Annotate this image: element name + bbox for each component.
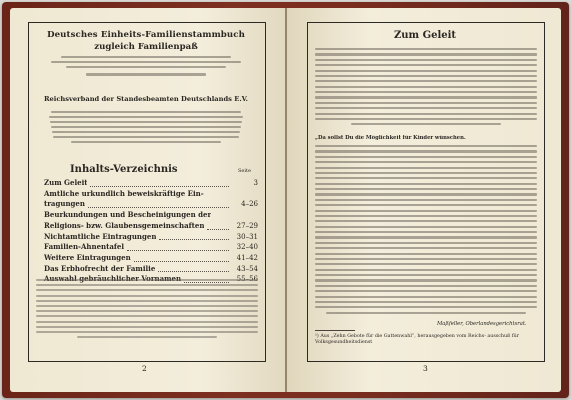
book-title: Deutsches Einheits-Familienstammbuch	[47, 30, 245, 40]
author-signature: Maßfeller, Oberlandesgerichtsrat.	[437, 321, 527, 327]
toc-item: Das Erbhofrecht der Familie 43–54	[44, 263, 258, 273]
toc-item: tragungen 4–26	[44, 199, 258, 209]
toc-title: Inhalts-Verzeichnis	[70, 164, 178, 175]
quote-heading: „Da sollst Du die Möglichkeit für Kinder wünschen.	[315, 135, 466, 141]
table-of-contents	[44, 178, 258, 285]
toc-item: Zum Geleit 3	[44, 178, 258, 187]
page-number-left: 2	[142, 364, 147, 373]
right-page	[287, 8, 561, 392]
publisher-organization: Reichsverband der Standesbeamten Deutschlands E.V.	[43, 95, 249, 103]
toc-item: Weitere Eintragungen 41–42	[44, 252, 258, 262]
toc-item: Nichtamtliche Eintragungen 30–31	[44, 231, 258, 241]
page-number-right: 3	[423, 364, 428, 373]
intro-paragraph	[48, 111, 244, 146]
footnote-divider	[315, 330, 355, 331]
section-title: Zum Geleit	[393, 30, 457, 41]
toc-item: Religions- bzw. Glaubensgemeinschaften 27–29	[44, 220, 258, 230]
legal-footnote	[36, 279, 258, 341]
body-text-block-1	[315, 48, 537, 129]
footnote-text: ¹) Aus „Zehn Gebote für die Gattenwahl“, herausgegeben vom Reichs- ausschuß für Volksgesundheitsdienst	[315, 334, 519, 345]
body-text-block-2	[315, 145, 537, 317]
toc-item: Beurkundungen und Bescheinigungen der	[44, 210, 212, 220]
toc-item: Familien-Ahnentafel 32–40	[44, 242, 258, 252]
title-fine-print	[42, 56, 250, 78]
left-page	[10, 8, 285, 392]
toc-item: Amtliche urkundlich beweiskräftige Ein-	[44, 188, 204, 198]
toc-seite-label: Seite	[238, 168, 251, 174]
book-subtitle: zugleich Familienpaß	[94, 42, 198, 52]
